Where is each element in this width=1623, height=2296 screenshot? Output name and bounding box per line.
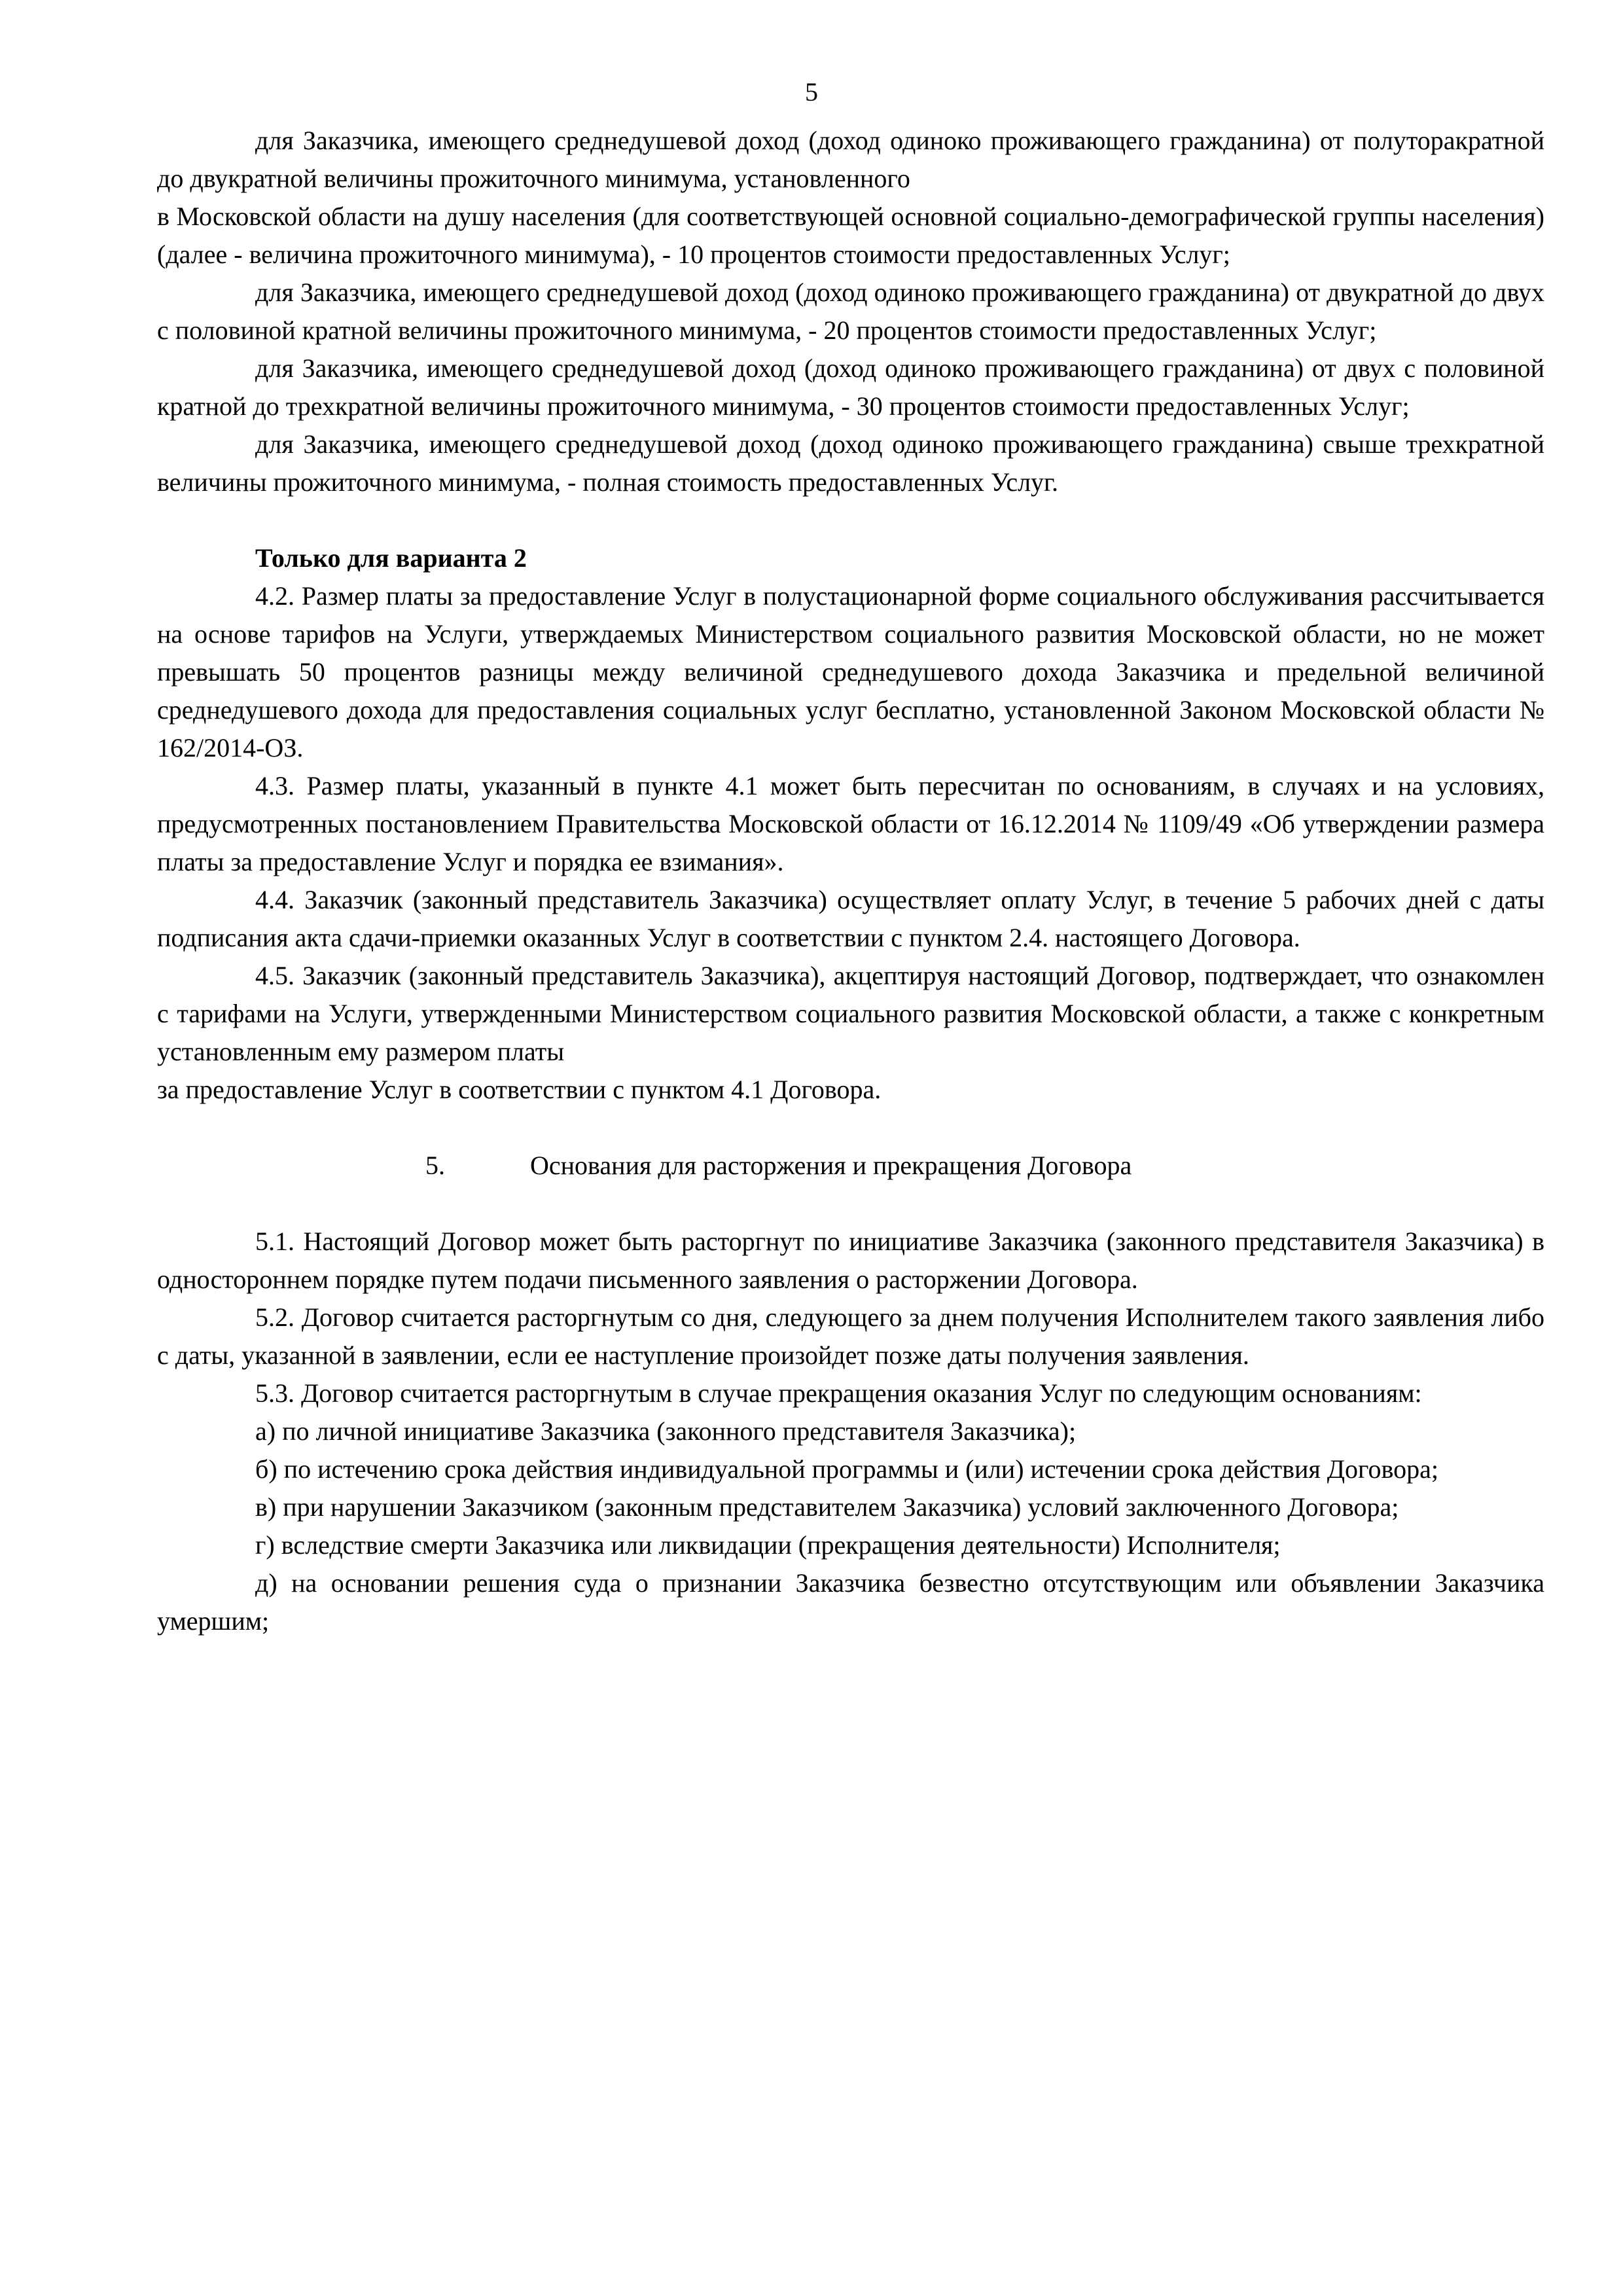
clause-4-2: 4.2. Размер платы за предоставление Услуг в полустационарной форме социального обслуживания рассчитывается на основе тарифов на Услуги, утверждаемых Министерством социального развития Московской области, но не может превышать 50 процентов разницы между величиной среднедушевого дохода Заказчика и предельной величиной среднедушевого дохода для предоставления социальных услуг бесплатно, установленной Законом Московской области № 162/2014-ОЗ.: [157, 581, 1544, 762]
clause-4-5: 4.5. Заказчик (законный представитель Заказчика), акцептируя настоящий Договор, подтверждает, что ознакомлен с тарифами на Услуги, утвержденными Министерством социального развития Московской области, а также с конкретным установленным ему размером платы: [157, 961, 1544, 1066]
section-5-heading: [157, 1147, 1544, 1185]
variant-2-heading: Только для варианта 2: [255, 543, 527, 573]
section-5-title: Основания для расторжения и прекращения Договора: [530, 1151, 1132, 1180]
paragraph-income-1-5x-2x-cont: в Московской области на душу населения (для соответствующей основной социально-демографической группы населения) (далее - величина прожиточного минимума), - 10 процентов стоимости предоставленных Услуг;: [157, 202, 1544, 269]
document-body: [157, 122, 1544, 1640]
paragraph-income-2-5x-3x: для Заказчика, имеющего среднедушевой доход (доход одиноко проживающего гражданина) от двух с половиной кратной до трехкратной величины прожиточного минимума, - 30 процентов стоимости предоставленных Услуг;: [157, 353, 1544, 421]
clause-5-3-a: а) по личной инициативе Заказчика (законного представителя Заказчика);: [255, 1416, 1077, 1446]
clause-5-3-g: г) вследствие смерти Заказчика или ликвидации (прекращения деятельности) Исполнителя;: [255, 1530, 1281, 1560]
clause-5-3-v: в) при нарушении Заказчиком (законным представителем Заказчика) условий заключенного Договора;: [255, 1492, 1399, 1522]
section-5-number: 5.: [425, 1151, 445, 1180]
paragraph-income-1-5x-2x: для Заказчика, имеющего среднедушевой доход (доход одиноко проживающего гражданина) от полуторакратной до двукратной величины прожиточного минимума, установленного: [157, 126, 1544, 193]
clause-5-2: 5.2. Договор считается расторгнутым со дня, следующего за днем получения Исполнителем такого заявления либо с даты, указанной в заявлении, если ее наступление произойдет позже даты получения заявления.: [157, 1302, 1544, 1370]
clause-5-3-b: б) по истечению срока действия индивидуальной программы и (или) истечении срока действия Договора;: [255, 1454, 1438, 1484]
paragraph-income-2x-2-5x: для Заказчика, имеющего среднедушевой доход (доход одиноко проживающего гражданина) от двукратной до двух с половиной кратной величины прожиточного минимума, - 20 процентов стоимости предоставленных Услуг;: [157, 278, 1544, 345]
clause-4-4: 4.4. Заказчик (законный представитель Заказчика) осуществляет оплату Услуг, в течение 5 рабочих дней с даты подписания акта сдачи-приемки оказанных Услуг в соответствии с пунктом 2.4. настоящего Договора.: [157, 885, 1544, 952]
paragraph-income-over-3x: для Заказчика, имеющего среднедушевой доход (доход одиноко проживающего гражданина) свыше трехкратной величины прожиточного минимума, - полная стоимость предоставленных Услуг.: [157, 429, 1544, 497]
clause-5-1: 5.1. Настоящий Договор может быть расторгнут по инициативе Заказчика (законного представителя Заказчика) в одностороннем порядке путем подачи письменного заявления о расторжении Договора.: [157, 1227, 1544, 1294]
clause-5-3-d: д) на основании решения суда о признании Заказчика безвестно отсутствующим или объявлении Заказчика умершим;: [157, 1568, 1544, 1636]
clause-5-3: 5.3. Договор считается расторгнутым в случае прекращения оказания Услуг по следующим основаниям:: [255, 1378, 1422, 1408]
page-number: 5: [805, 77, 818, 107]
clause-4-3: 4.3. Размер платы, указанный в пункте 4.1 может быть пересчитан по основаниям, в случаях и на условиях, предусмотренных постановлением Правительства Московской области от 16.12.2014 № 1109/49 «Об утверждении размера платы за предоставление Услуг и порядка ее взимания».: [157, 771, 1544, 876]
clause-4-5-cont: за предоставление Услуг в соответствии с пунктом 4.1 Договора.: [157, 1075, 882, 1104]
